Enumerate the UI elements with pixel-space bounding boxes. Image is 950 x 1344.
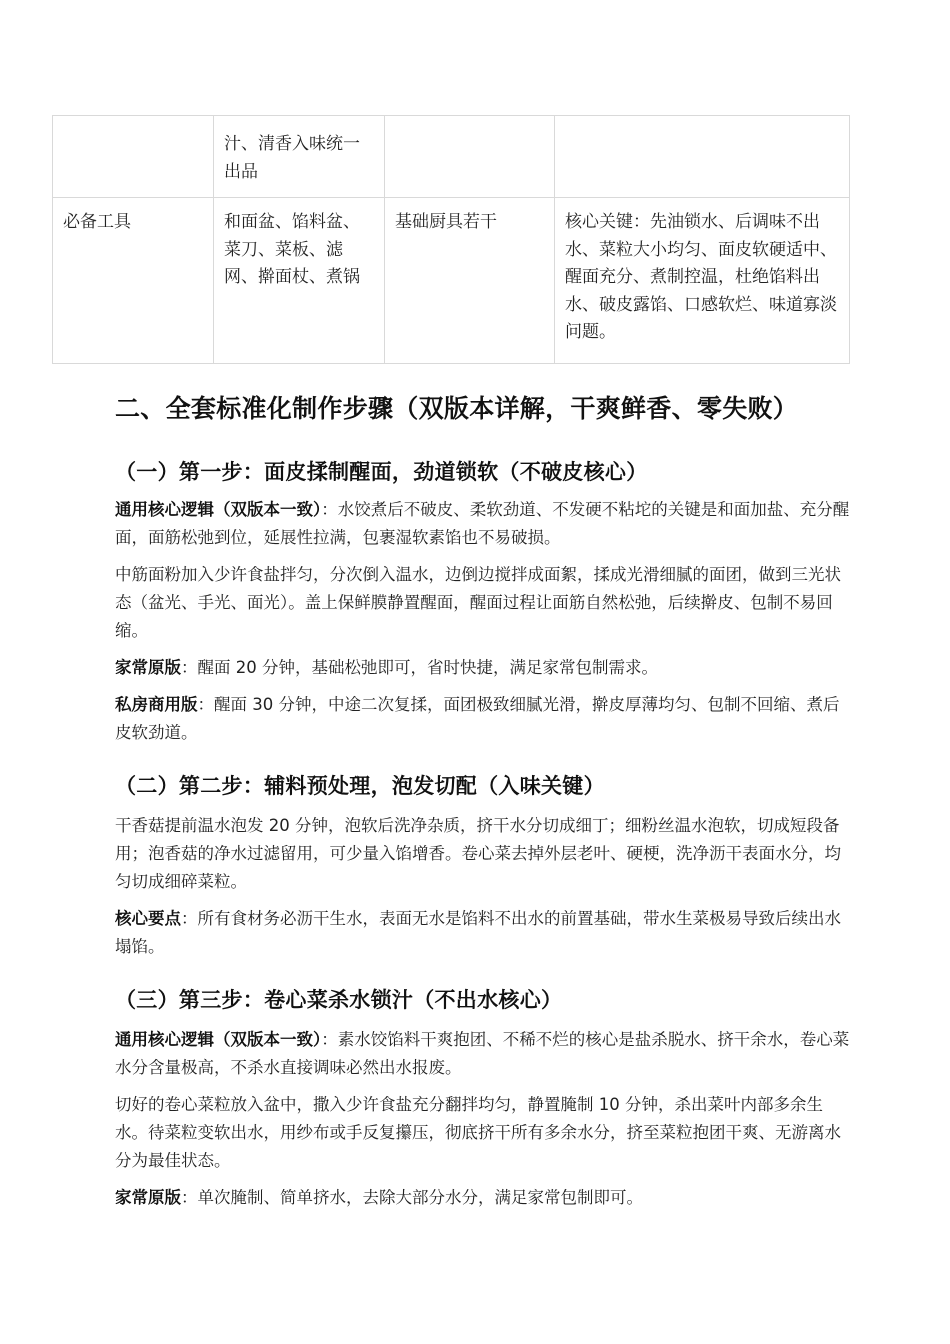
step1-logic-label: 通用核心逻辑（双版本一致） bbox=[115, 500, 322, 519]
table-cell bbox=[555, 116, 850, 198]
step1-logic-paragraph bbox=[115, 496, 850, 552]
step2-key-text: ：所有食材务必沥干生水，表面无水是馅料不出水的前置基础，带水生菜极易导致后续出水塌馅。 bbox=[115, 909, 841, 956]
step1-pro-label: 私房商用版 bbox=[115, 695, 198, 714]
table-row bbox=[53, 116, 850, 198]
step3-home-paragraph bbox=[115, 1184, 850, 1212]
table-cell-core-key: 核心关键：先油锁水、后调味不出水、菜粒大小均匀、面皮软硬适中、醒面充分、煮制控温，杜绝馅料出水、破皮露馅、口感软烂、味道寡淡问题。 bbox=[555, 198, 850, 364]
step1-home-paragraph bbox=[115, 654, 850, 682]
main-content bbox=[115, 388, 850, 1212]
step2-heading: （二）第二步：辅料预处理，泡发切配（入味关键） bbox=[115, 774, 605, 798]
table-cell-basic-tools: 基础厨具若干 bbox=[385, 198, 555, 364]
table-cell: 汁、清香入味统一出品 bbox=[214, 116, 385, 198]
table-row bbox=[53, 198, 850, 364]
section-heading: 二、全套标准化制作步骤（双版本详解，干爽鲜香、零失败） bbox=[115, 394, 799, 423]
step2-body: 干香菇提前温水泡发 20 分钟，泡软后洗净杂质，挤干水分切成细丁；细粉丝温水泡软，切成短段备用；泡香菇的净水过滤留用，可少量入馅增香。卷心菜去掉外层老叶、硬梗，洗净沥干表面水分，均匀切成细碎菜粒。 bbox=[115, 816, 841, 891]
step1-home-text: ：醒面 20 分钟，基础松弛即可，省时快捷，满足家常包制需求。 bbox=[181, 658, 658, 677]
step1-logic-text: ：水饺煮后不破皮、柔软劲道、不发硬不粘坨的关键是和面加盐、充分醒面，面筋松弛到位，延展性拉满，包裹湿软素馅也不易破损。 bbox=[115, 500, 850, 547]
step1-home-label: 家常原版 bbox=[115, 658, 181, 677]
step3-home-label: 家常原版 bbox=[115, 1188, 181, 1207]
step1-heading: （一）第一步：面皮揉制醒面，劲道锁软（不破皮核心） bbox=[115, 460, 648, 484]
step3-logic-label: 通用核心逻辑（双版本一致） bbox=[115, 1030, 322, 1049]
step1-pro-paragraph bbox=[115, 691, 850, 747]
step1-body: 中筋面粉加入少许食盐拌匀，分次倒入温水，边倒边搅拌成面絮，揉成光滑细腻的面团，做到三光状态（盆光、手光、面光）。盖上保鲜膜静置醒面，醒面过程让面筋自然松弛，后续擀皮、包制不易回缩。 bbox=[115, 565, 841, 640]
table-cell bbox=[385, 116, 555, 198]
step2-key-label: 核心要点 bbox=[115, 909, 181, 928]
step3-body: 切好的卷心菜粒放入盆中，撒入少许食盐充分翻拌均匀，静置腌制 10 分钟，杀出菜叶内部多余生水。待菜粒变软出水，用纱布或手反复攥压，彻底挤干所有多余水分，挤至菜粒抱团干爽、无游离水分为最佳状态。 bbox=[115, 1095, 841, 1170]
step2-key-paragraph bbox=[115, 905, 850, 961]
table-cell-tools-list: 和面盆、馅料盆、菜刀、菜板、滤网、擀面杖、煮锅 bbox=[214, 198, 385, 364]
step3-home-text: ：单次腌制、简单挤水，去除大部分水分，满足家常包制即可。 bbox=[181, 1188, 643, 1207]
step3-heading: （三）第三步：卷心菜杀水锁汁（不出水核心） bbox=[115, 988, 563, 1012]
table-cell-tools-label: 必备工具 bbox=[53, 198, 214, 364]
step1-pro-text: ：醒面 30 分钟，中途二次复揉，面团极致细腻光滑，擀皮厚薄均匀、包制不回缩、煮后皮软劲道。 bbox=[115, 695, 840, 742]
step3-logic-text: ：素水饺馅料干爽抱团、不稀不烂的核心是盐杀脱水、挤干余水，卷心菜水分含量极高，不杀水直接调味必然出水报废。 bbox=[115, 1030, 850, 1077]
spec-table bbox=[52, 115, 850, 364]
table-cell bbox=[53, 116, 214, 198]
step3-logic-paragraph bbox=[115, 1026, 850, 1082]
